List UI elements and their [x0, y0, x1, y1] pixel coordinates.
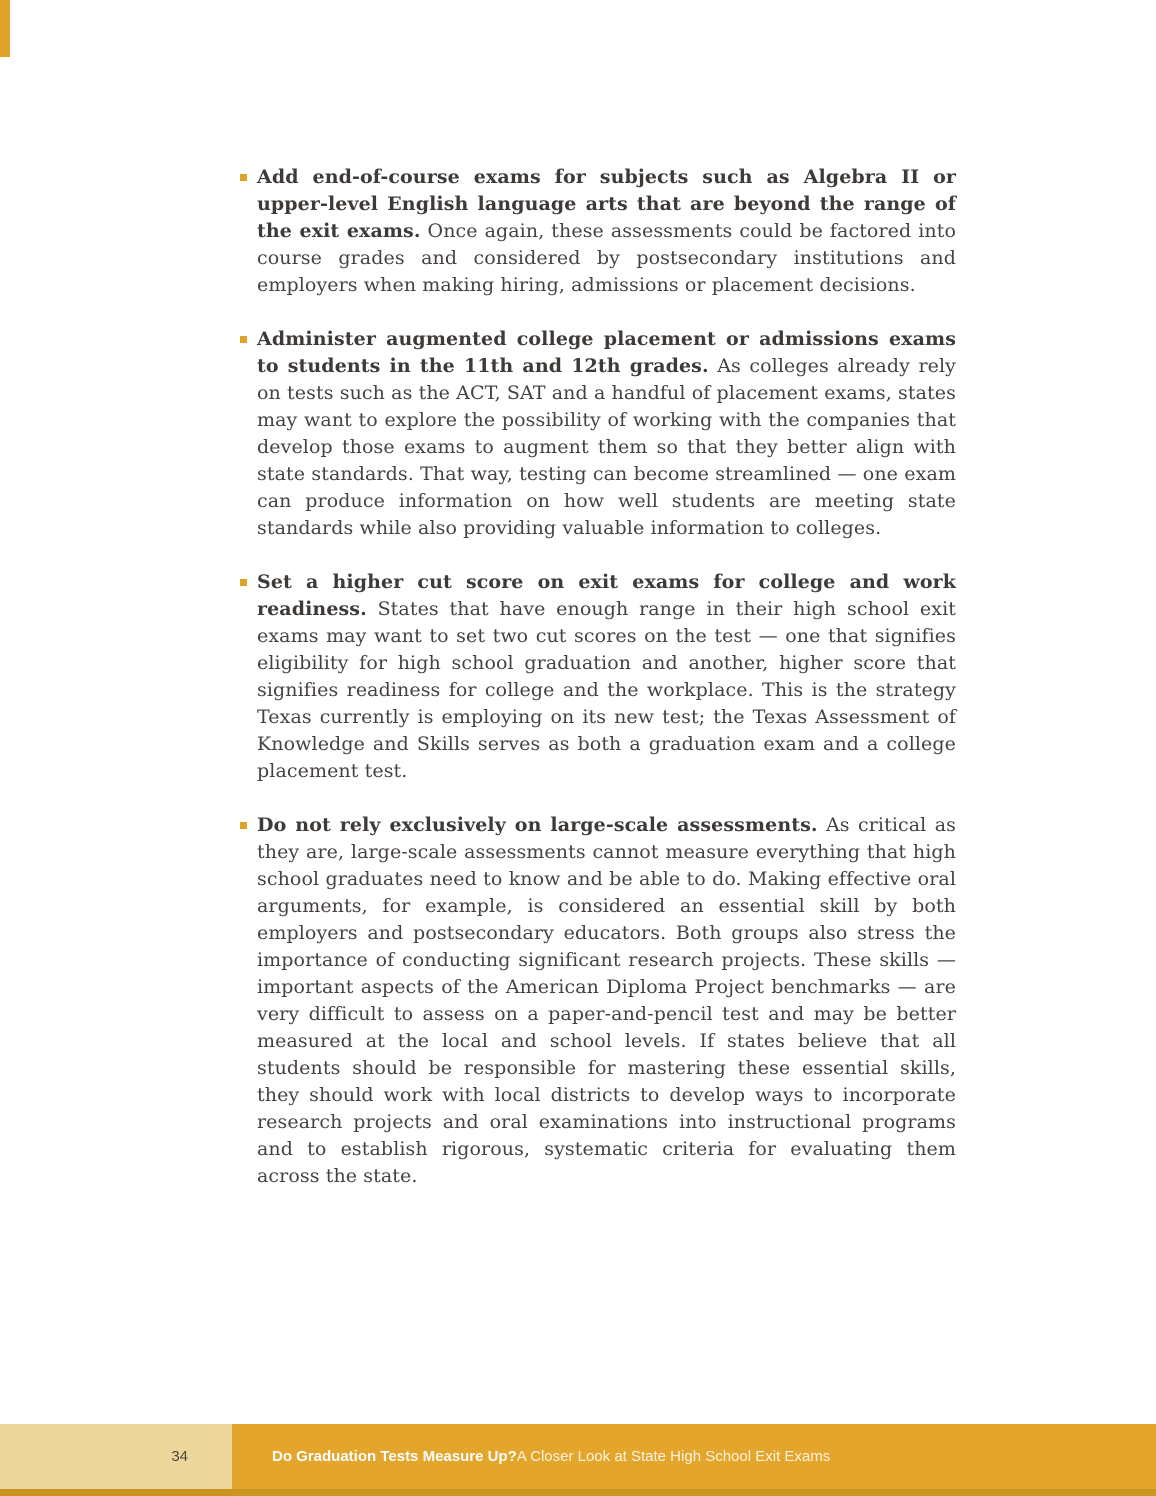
- bullet-body: As colleges already rely on tests such as the ACT, SAT and a handful of placement exams, states may want to explore the possibility of working with the companies that develop those exams to augment them so that they better align with state standards. That way, testing can become streamlined — one exam can produce information on how well students are meeting state standards while also providing valuable information to colleges.: [257, 355, 956, 539]
- bottom-edge-strip: [0, 1489, 1156, 1496]
- bullet-square-icon: [240, 822, 247, 829]
- bullet-body: States that have enough range in their high school exit exams may want to set two cut scores on the test — one that signifies eligibility for high school graduation and another, higher score that signifies readiness for college and the workplace. This is the strategy Texas currently is employing on its new test; the Texas Assessment of Knowledge and Skills serves as both a graduation exam and a college placement test.: [257, 598, 956, 782]
- bullet-paragraph: [257, 326, 956, 542]
- footer: [0, 1424, 1156, 1489]
- footer-title-bar: [232, 1424, 1156, 1489]
- bullet-square-icon: [240, 336, 247, 343]
- bullet-paragraph: [257, 164, 956, 299]
- bullet-body: Once again, these assessments could be factored into course grades and considered by postsecondary institutions and employers when making hiring, admissions or placement decisions.: [257, 220, 956, 296]
- bullet-item: [240, 569, 956, 785]
- bullet-lead: Add end-of-course exams for subjects such as Algebra II or upper-level English language arts that are beyond the range of the exit exams.: [257, 166, 956, 242]
- bullet-square-icon: [240, 579, 247, 586]
- footer-page-number-box: [0, 1424, 232, 1489]
- corner-accent-mark: [0, 0, 10, 57]
- bullet-lead: Administer augmented college placement or admissions exams to students in the 11th and 12th grades.: [257, 328, 956, 377]
- footer-title-bold: Do Graduation Tests Measure Up?: [272, 1448, 517, 1465]
- footer-title-rest: A Closer Look at State High School Exit Exams: [516, 1448, 831, 1465]
- bullet-item: [240, 326, 956, 542]
- bullet-item: [240, 812, 956, 1190]
- bullet-lead: Do not rely exclusively on large-scale assessments.: [257, 814, 818, 836]
- bullet-paragraph: [257, 569, 956, 785]
- page-number: 34: [171, 1448, 188, 1465]
- bullet-body: As critical as they are, large-scale assessments cannot measure everything that high school graduates need to know and be able to do. Making effective oral arguments, for example, is considered an essential skill by both employers and postsecondary educators. Both groups also stress the importance of conducting significant research projects. These skills — important aspects of the American Diploma Project benchmarks — are very difficult to assess on a paper-and-pencil test and may be better measured at the local and school levels. If states believe that all students should be responsible for mastering these essential skills, they should work with local districts to develop ways to incorporate research projects and oral examinations into instructional programs and to establish rigorous, systematic criteria for evaluating them across the state.: [257, 814, 956, 1187]
- bullet-square-icon: [240, 174, 247, 181]
- page-body: [240, 164, 956, 1217]
- bullet-paragraph: [257, 812, 956, 1190]
- bullet-item: [240, 164, 956, 299]
- bullet-lead: Set a higher cut score on exit exams for college and work readiness.: [257, 571, 956, 620]
